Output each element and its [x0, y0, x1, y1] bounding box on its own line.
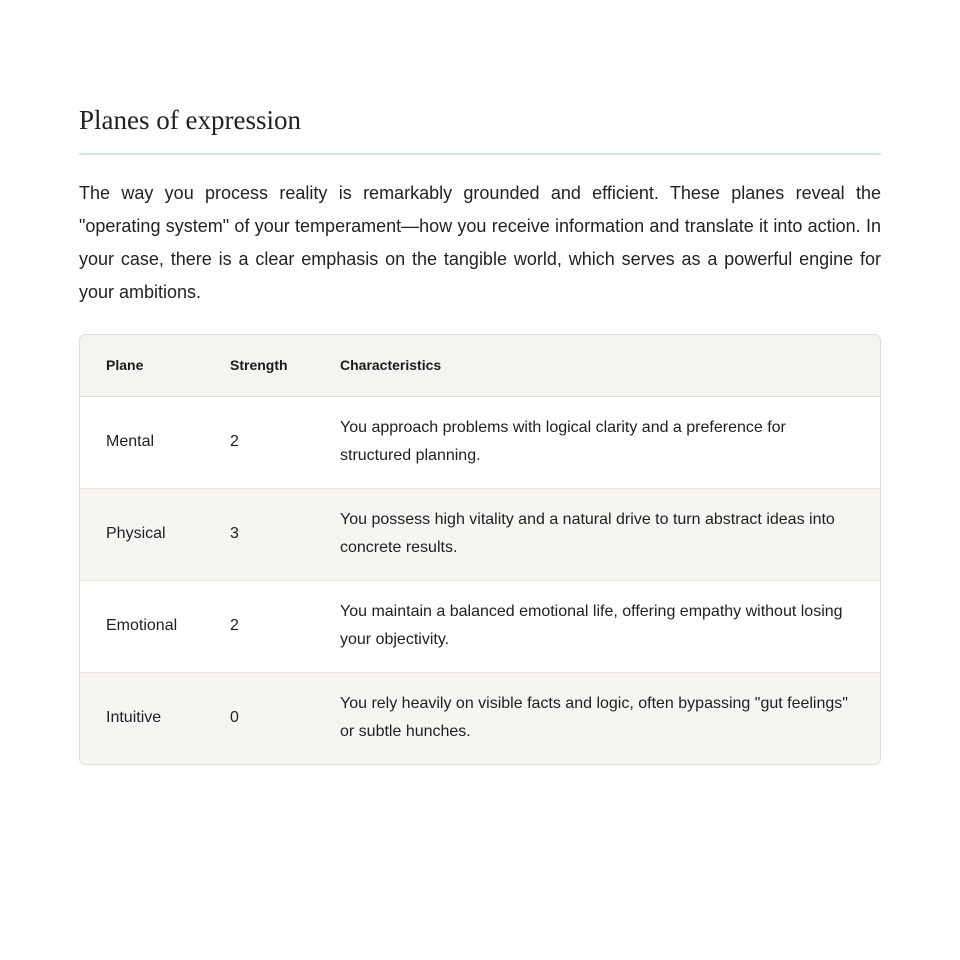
title-divider [79, 153, 881, 155]
section-title: Planes of expression [79, 105, 301, 135]
cell-strength: 2 [230, 433, 239, 450]
cell-plane: Mental [106, 433, 155, 450]
table-row [80, 672, 880, 764]
cell-strength: 0 [230, 672, 340, 764]
planes-section [79, 100, 881, 765]
cell-plane: Emotional [80, 580, 230, 672]
cell-strength: 2 [230, 580, 340, 672]
table-row [80, 488, 880, 580]
table-row [80, 580, 880, 672]
cell-strength: 3 [230, 488, 340, 580]
table-row [80, 396, 880, 488]
cell-characteristics: You approach problems with logical clarity and a preference for structured planning. [340, 419, 786, 464]
header-plane: Plane [80, 335, 230, 396]
header-strength: Strength [230, 335, 340, 396]
table-header-row [80, 335, 880, 396]
cell-plane: Intuitive [80, 672, 230, 764]
cell-characteristics: You possess high vitality and a natural drive to turn abstract ideas into concrete results. [340, 488, 880, 580]
cell-characteristics: You rely heavily on visible facts and logic, often bypassing "gut feelings" or subtle hunches. [340, 672, 880, 764]
intro-paragraph: The way you process reality is remarkably grounded and efficient. These planes reveal the "operating system" of your temperament—how you receive information and translate it into action. In your case, there is a clear emphasis on the tangible world, which serves as a powerful engine for your ambitions. [79, 183, 881, 302]
cell-plane: Physical [80, 488, 230, 580]
cell-characteristics: You maintain a balanced emotional life, offering empathy without losing your objectivity. [340, 580, 880, 672]
planes-table-container [79, 334, 881, 765]
header-characteristics: Characteristics [340, 335, 880, 396]
planes-table [80, 335, 880, 764]
